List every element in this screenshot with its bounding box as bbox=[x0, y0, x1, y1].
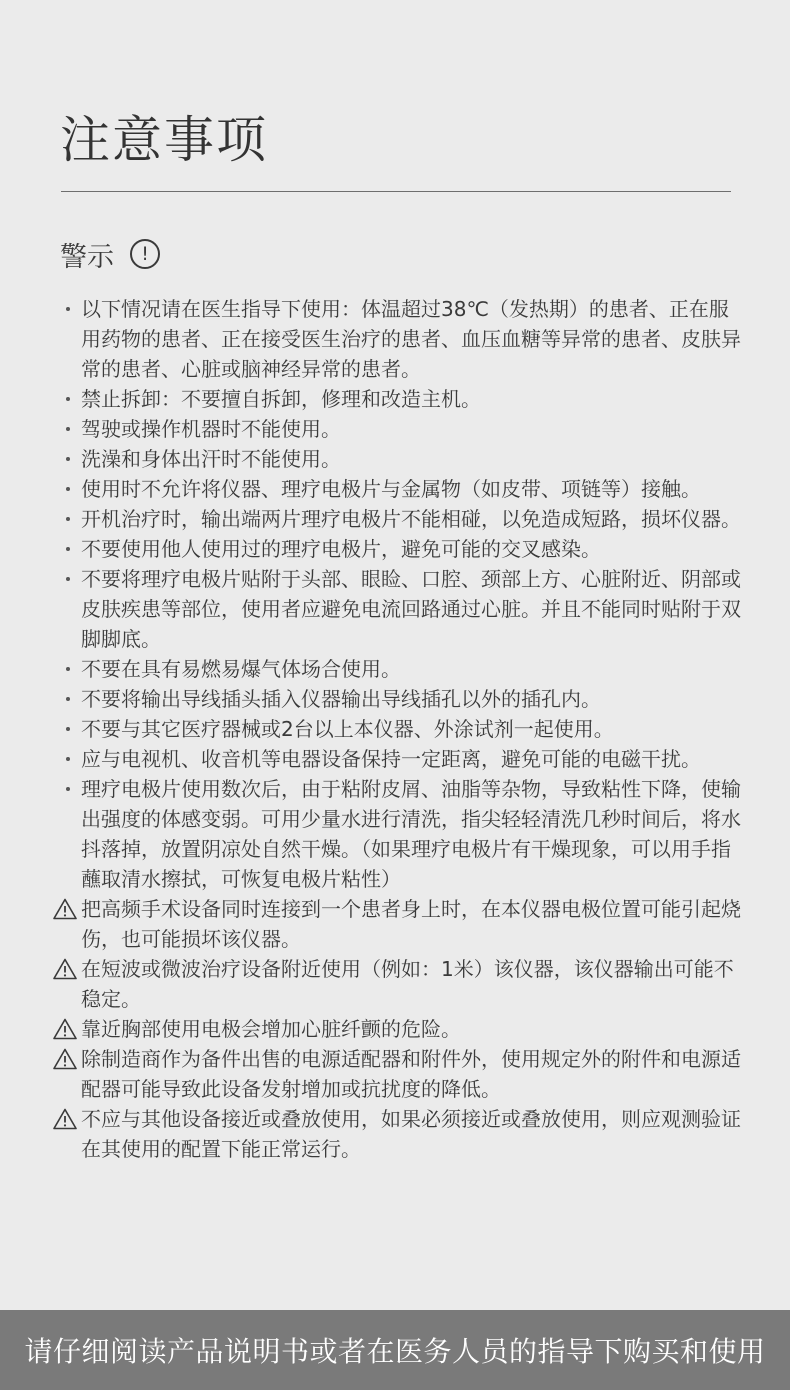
note-item bbox=[50, 294, 742, 384]
note-item bbox=[50, 714, 742, 744]
note-item bbox=[50, 654, 742, 684]
page-title: 注意事项 bbox=[60, 111, 268, 169]
note-text: 使用时不允许将仪器、理疗电极片与金属物（如皮带、项链等）接触。 bbox=[81, 477, 701, 501]
bullet-dot-icon bbox=[50, 504, 81, 534]
note-text: 不应与其他设备接近或叠放使用，如果必须接近或叠放使用，则应观测验证在其使用的配置下能正常运行。 bbox=[81, 1107, 741, 1161]
note-item bbox=[50, 474, 742, 504]
warning-item bbox=[50, 894, 742, 954]
note-text: 除制造商作为备件出售的电源适配器和附件外，使用规定外的附件和电源适配器可能导致此设备发射增加或抗扰度的降低。 bbox=[81, 1047, 741, 1101]
note-text: 把高频手术设备同时连接到一个患者身上时，在本仪器电极位置可能引起烧伤，也可能损坏该仪器。 bbox=[81, 897, 741, 951]
note-text: 应与电视机、收音机等电器设备保持一定距离，避免可能的电磁干扰。 bbox=[81, 747, 701, 771]
note-item bbox=[50, 504, 742, 534]
bullet-dot-icon bbox=[50, 714, 81, 744]
warning-item bbox=[50, 1104, 742, 1164]
note-text: 理疗电极片使用数次后，由于粘附皮屑、油脂等杂物，导致粘性下降，使输出强度的体感变弱。可用少量水进行清洗，指尖轻轻清洗几秒时间后，将水抖落掉，放置阴凉处自然干燥。（如果理疗电极片有干燥现象，可以用手指蘸取清水擦拭，可恢复电极片粘性） bbox=[81, 777, 741, 891]
bullet-dot-icon bbox=[50, 564, 81, 594]
bullet-dot-icon bbox=[50, 654, 81, 684]
bullet-dot-icon bbox=[50, 414, 81, 444]
note-text: 不要将理疗电极片贴附于头部、眼睑、口腔、颈部上方、心脏附近、阴部或皮肤疾患等部位，使用者应避免电流回路通过心脏。并且不能同时贴附于双脚脚底。 bbox=[81, 567, 741, 651]
bullet-dot-icon bbox=[50, 534, 81, 564]
footer-banner bbox=[0, 1310, 790, 1390]
warning-item bbox=[50, 1014, 742, 1044]
note-item bbox=[50, 444, 742, 474]
note-text: 不要在具有易燃易爆气体场合使用。 bbox=[81, 657, 401, 681]
note-text: 靠近胸部使用电极会增加心脏纤颤的危险。 bbox=[81, 1017, 461, 1041]
bullet-dot-icon bbox=[50, 444, 81, 474]
exclamation-circle-icon: ! bbox=[130, 239, 160, 269]
note-item bbox=[50, 684, 742, 714]
bullet-dot-icon bbox=[50, 384, 81, 414]
warning-triangle-icon bbox=[50, 1014, 81, 1044]
warning-item bbox=[50, 954, 742, 1014]
note-text: 不要使用他人使用过的理疗电极片，避免可能的交叉感染。 bbox=[81, 537, 601, 561]
warning-item bbox=[50, 1044, 742, 1104]
note-text: 驾驶或操作机器时不能使用。 bbox=[81, 417, 341, 441]
bullet-dot-icon bbox=[50, 774, 81, 804]
note-item bbox=[50, 414, 742, 444]
title-divider bbox=[61, 191, 731, 192]
warning-triangle-icon bbox=[50, 1044, 81, 1074]
bullet-dot-icon bbox=[50, 744, 81, 774]
bullet-dot-icon bbox=[50, 294, 81, 324]
footer-text: 请仔细阅读产品说明书或者在医务人员的指导下购买和使用 bbox=[24, 1335, 766, 1368]
warning-triangle-icon bbox=[50, 894, 81, 924]
warning-triangle-icon bbox=[50, 954, 81, 984]
note-item bbox=[50, 744, 742, 774]
bullet-dot-icon bbox=[50, 474, 81, 504]
note-item bbox=[50, 534, 742, 564]
note-text: 以下情况请在医生指导下使用：体温超过38℃（发热期）的患者、正在服用药物的患者、正在接受医生治疗的患者、血压血糖等异常的患者、皮肤异常的患者、心脏或脑神经异常的患者。 bbox=[81, 297, 741, 381]
warning-label: 警示 bbox=[60, 241, 114, 273]
note-text: 在短波或微波治疗设备附近使用（例如：1米）该仪器，该仪器输出可能不稳定。 bbox=[81, 957, 734, 1011]
note-text: 不要将输出导线插头插入仪器输出导线插孔以外的插孔内。 bbox=[81, 687, 601, 711]
note-item bbox=[50, 564, 742, 654]
note-text: 不要与其它医疗器械或2台以上本仪器、外涂试剂一起使用。 bbox=[81, 717, 614, 741]
bullet-dot-icon bbox=[50, 684, 81, 714]
note-item bbox=[50, 384, 742, 414]
note-text: 禁止拆卸：不要擅自拆卸，修理和改造主机。 bbox=[81, 387, 481, 411]
note-text: 洗澡和身体出汗时不能使用。 bbox=[81, 447, 341, 471]
warning-heading bbox=[60, 234, 160, 274]
warning-triangle-icon bbox=[50, 1104, 81, 1134]
notes-list bbox=[50, 294, 742, 1164]
note-text: 开机治疗时，输出端两片理疗电极片不能相碰，以免造成短路，损坏仪器。 bbox=[81, 507, 741, 531]
note-item bbox=[50, 774, 742, 894]
